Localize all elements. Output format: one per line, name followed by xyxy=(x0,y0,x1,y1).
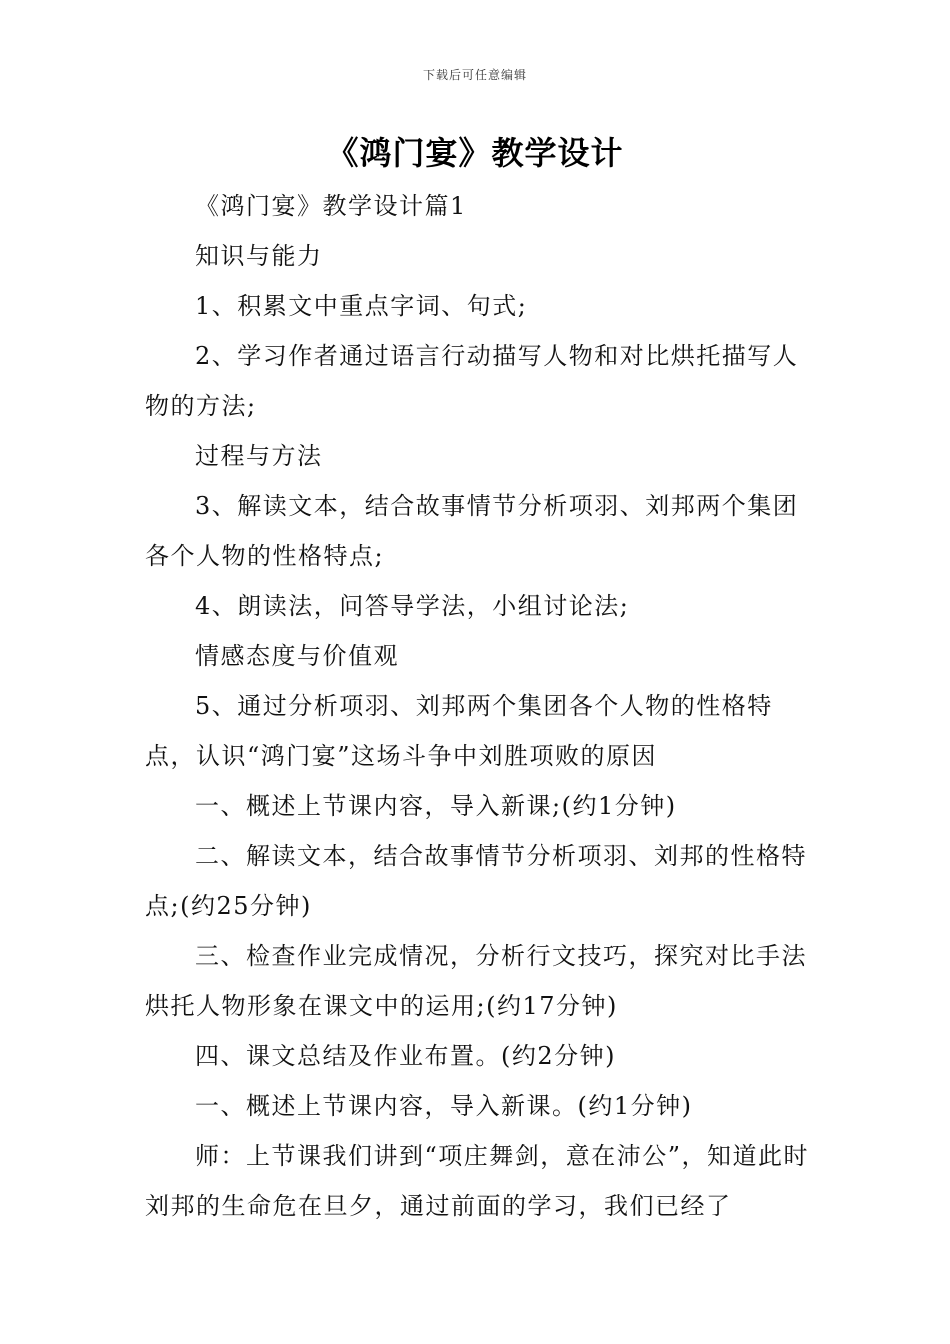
paragraph-item-5: 5、通过分析项羽、刘邦两个集团各个人物的性格特点，认识“鸿门宴”这场斗争中刘胜项败的原因 xyxy=(145,692,773,770)
paragraph-item-4: 4、朗读法，问答导学法，小组讨论法; xyxy=(195,592,630,620)
paragraph-step-2: 二、解读文本，结合故事情节分析项羽、刘邦的性格特点;(约25分钟) xyxy=(145,842,807,920)
paragraph-subtitle: 《鸿门宴》教学设计篇1 xyxy=(195,192,467,220)
document-body xyxy=(145,181,815,1231)
paragraph-step-3: 三、检查作业完成情况，分析行文技巧，探究对比手法烘托人物形象在课文中的运用;(约17分钟) xyxy=(145,942,807,1020)
document-title: 《鸿门宴》教学设计 xyxy=(326,134,624,172)
paragraph-step-1-detail: 一、概述上节课内容，导入新课。(约1分钟) xyxy=(195,1092,693,1120)
paragraph-item-1: 1、积累文中重点字词、句式; xyxy=(195,292,528,320)
paragraph-step-1: 一、概述上节课内容，导入新课;(约1分钟) xyxy=(195,792,677,820)
paragraph-step-4: 四、课文总结及作业布置。(约2分钟) xyxy=(195,1042,616,1070)
paragraph-item-3: 3、解读文本，结合故事情节分析项羽、刘邦两个集团各个人物的性格特点; xyxy=(145,492,799,570)
paragraph-section-knowledge: 知识与能力 xyxy=(195,242,323,270)
header-note: 下载后可任意编辑 xyxy=(422,68,527,82)
paragraph-teacher-intro: 师：上节课我们讲到“项庄舞剑，意在沛公”，知道此时刘邦的生命危在旦夕，通过前面的学习，我们已经了 xyxy=(145,1142,810,1220)
paragraph-section-values: 情感态度与价值观 xyxy=(195,642,399,670)
paragraph-section-process: 过程与方法 xyxy=(195,442,323,470)
paragraph-item-2: 2、学习作者通过语言行动描写人物和对比烘托描写人物的方法; xyxy=(145,342,799,420)
